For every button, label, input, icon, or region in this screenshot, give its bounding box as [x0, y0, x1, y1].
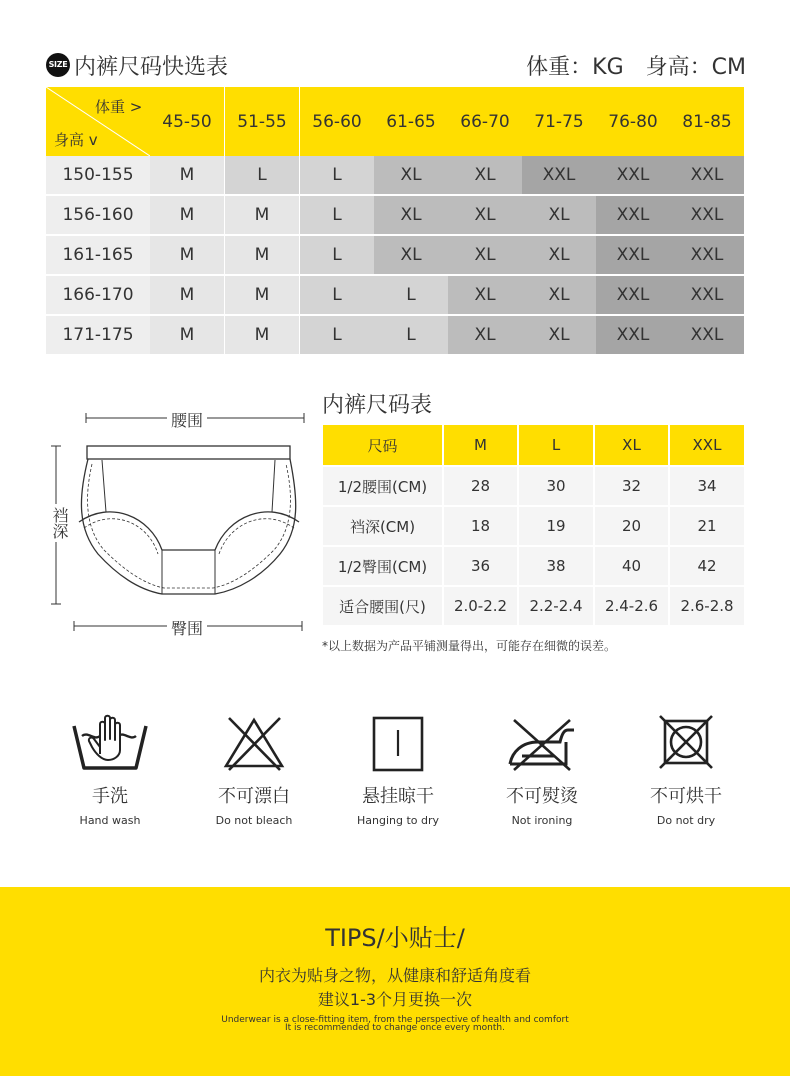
dim-cell: 30	[519, 467, 593, 505]
dim-col-header: XXL	[670, 425, 744, 465]
care-label: 手洗	[92, 786, 128, 807]
dim-cell: 2.0-2.2	[444, 587, 517, 625]
size-cell: M	[150, 196, 224, 234]
weight-col-header: 81-85	[670, 87, 744, 156]
size-cell: M	[150, 156, 224, 194]
size-cell: M	[150, 316, 224, 354]
care-label: 不可烘干	[650, 786, 722, 807]
waist-label: 腰围	[167, 408, 207, 431]
dim-col-header: XL	[595, 425, 668, 465]
dim-cell: 2.6-2.8	[670, 587, 744, 625]
size-cell: XL	[522, 316, 596, 354]
dim-cell: 32	[595, 467, 668, 505]
page-title: 内裤尺码快选表	[74, 55, 229, 80]
size-cell: XL	[522, 196, 596, 234]
size-cell: M	[225, 276, 299, 314]
size-cell: XL	[448, 156, 522, 194]
dim-cell: 40	[595, 547, 668, 585]
tips-english-1: Underwear is a close-fitting item, from the perspective of health and comfort	[221, 1015, 569, 1025]
size-cell: L	[300, 316, 374, 354]
size-cell: L	[300, 196, 374, 234]
size-cell: XL	[448, 196, 522, 234]
size-badge: SIZE	[46, 53, 70, 77]
size-cell: XXL	[596, 156, 670, 194]
size-cell: XXL	[596, 236, 670, 274]
size-cell: L	[374, 276, 448, 314]
size-cell: M	[150, 236, 224, 274]
dim-cell: 20	[595, 507, 668, 545]
dim-cell: 2.4-2.6	[595, 587, 668, 625]
height-row-header: 166-170	[46, 276, 150, 314]
rise-label: 裆深	[46, 504, 68, 542]
dim-col-header: M	[444, 425, 517, 465]
size-cell: XXL	[522, 156, 596, 194]
no-bleach-icon	[214, 712, 294, 772]
hand-wash-icon	[70, 712, 150, 772]
care-no-bleach	[184, 712, 324, 827]
height-row-header: 161-165	[46, 236, 150, 274]
care-label: 不可熨烫	[506, 786, 578, 807]
weight-col-header: 56-60	[300, 87, 374, 156]
size-cell: M	[150, 276, 224, 314]
dim-row-label: 1/2腰围(CM)	[323, 467, 442, 505]
matrix-corner	[46, 87, 150, 156]
size-matrix	[46, 87, 744, 356]
tips-english-2: It is recommended to change once every month.	[285, 1023, 505, 1033]
dim-row-label: 适合腰围(尺)	[323, 587, 442, 625]
dimension-table-title: 内裤尺码表	[322, 393, 433, 418]
size-cell: XL	[448, 316, 522, 354]
height-row-header: 156-160	[46, 196, 150, 234]
size-cell: L	[300, 236, 374, 274]
size-cell: L	[225, 156, 299, 194]
tips-line-2: 建议1-3个月更换一次	[317, 990, 473, 1009]
size-cell: XL	[374, 196, 448, 234]
dim-cell: 34	[670, 467, 744, 505]
dim-cell: 28	[444, 467, 517, 505]
dim-cell: 36	[444, 547, 517, 585]
measurement-note: *以上数据为产品平铺测量得出，可能存在细微的误差。	[322, 639, 617, 653]
weight-col-header: 61-65	[374, 87, 448, 156]
dim-col-header: 尺码	[323, 425, 442, 465]
size-cell: M	[225, 236, 299, 274]
care-label: 不可漂白	[218, 786, 290, 807]
size-cell: M	[225, 196, 299, 234]
size-cell: M	[225, 316, 299, 354]
size-cell: XXL	[596, 316, 670, 354]
size-cell: XL	[448, 276, 522, 314]
hang-dry-icon	[358, 712, 438, 772]
size-cell: XL	[374, 156, 448, 194]
dim-cell: 38	[519, 547, 593, 585]
underwear-outline	[40, 404, 310, 644]
weight-col-header: 51-55	[225, 87, 299, 156]
care-hand-wash	[40, 712, 180, 827]
no-tumble-dry-icon	[646, 712, 726, 772]
no-iron-icon	[502, 712, 582, 772]
tips-title: TIPS/小贴士/	[325, 924, 465, 952]
care-label: 悬挂晾干	[362, 786, 434, 807]
hip-label: 臀围	[167, 616, 207, 639]
dim-cell: 42	[670, 547, 744, 585]
care-label-en: Hand wash	[79, 814, 141, 827]
weight-col-header: 71-75	[522, 87, 596, 156]
height-row-header: 150-155	[46, 156, 150, 194]
size-cell: XXL	[670, 156, 744, 194]
dim-cell: 18	[444, 507, 517, 545]
size-cell: XL	[522, 276, 596, 314]
care-label-en: Do not dry	[656, 814, 716, 827]
size-cell: XL	[448, 236, 522, 274]
weight-col-header: 76-80	[596, 87, 670, 156]
size-cell: XL	[374, 236, 448, 274]
size-cell: L	[374, 316, 448, 354]
care-label-en: Not ironing	[511, 814, 573, 827]
weight-col-header: 66-70	[448, 87, 522, 156]
size-cell: XXL	[670, 196, 744, 234]
care-no-tumble-dry	[616, 712, 756, 827]
tips-line-1: 内衣为贴身之物，从健康和舒适角度看	[258, 966, 531, 985]
underwear-diagram	[40, 404, 310, 644]
size-cell: XXL	[596, 276, 670, 314]
dim-col-header: L	[519, 425, 593, 465]
dim-cell: 2.2-2.4	[519, 587, 593, 625]
size-cell: XXL	[670, 276, 744, 314]
dim-row-label: 裆深(CM)	[323, 507, 442, 545]
weight-col-header: 45-50	[150, 87, 224, 156]
corner-height-label: 身高 v	[54, 131, 98, 149]
dim-row-label: 1/2臀围(CM)	[323, 547, 442, 585]
size-cell: XXL	[596, 196, 670, 234]
size-chart-header	[46, 48, 746, 80]
size-cell: L	[300, 276, 374, 314]
size-cell: XXL	[670, 316, 744, 354]
care-label-en: Do not bleach	[215, 814, 293, 827]
size-cell: L	[300, 156, 374, 194]
height-row-header: 171-175	[46, 316, 150, 354]
tips-banner	[0, 887, 790, 1076]
corner-weight-label: 体重 >	[95, 98, 143, 116]
size-cell: XXL	[670, 236, 744, 274]
dim-cell: 19	[519, 507, 593, 545]
care-hang-dry	[328, 712, 468, 827]
care-label-en: Hanging to dry	[356, 814, 440, 827]
units-label: 体重：KG 身高：CM	[526, 55, 746, 80]
care-no-iron	[472, 712, 612, 827]
size-cell: XL	[522, 236, 596, 274]
dim-cell: 21	[670, 507, 744, 545]
